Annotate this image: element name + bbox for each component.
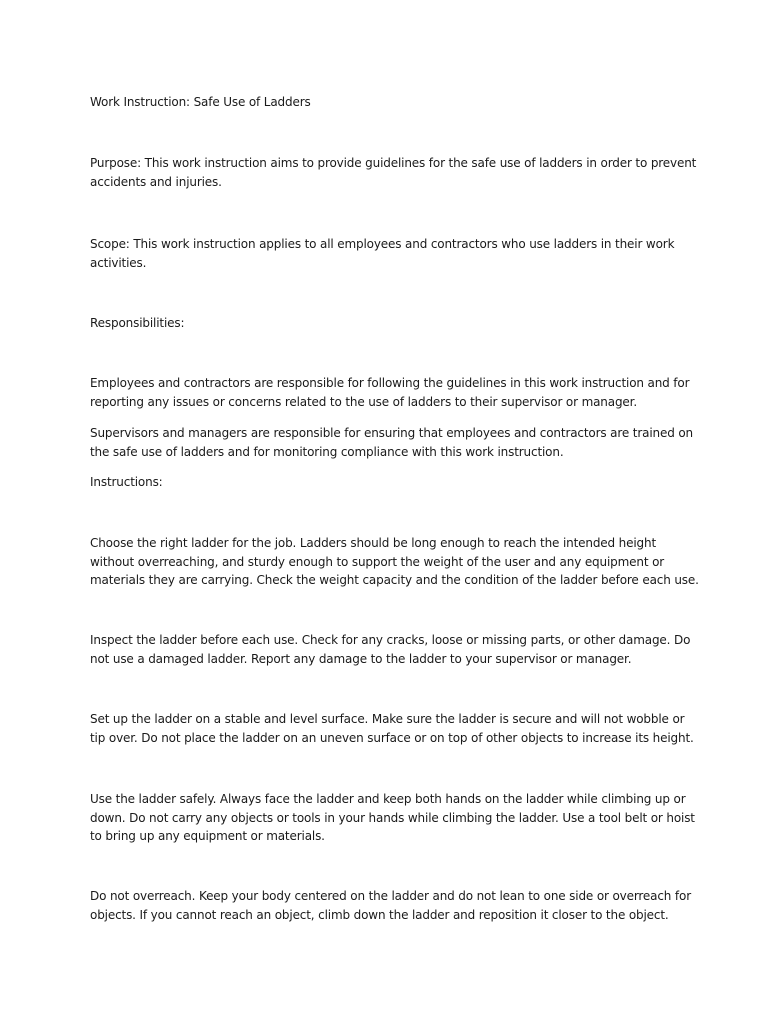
instruction-choose-ladder: Choose the right ladder for the job. Ladders should be long enough to reach the intended height without overreaching, and sturdy enough to support the weight of the user and any equipment or materials they are carrying. Check the weight capacity and the condition of the ladder before each use. (90, 536, 699, 587)
instruction-inspect-ladder: Inspect the ladder before each use. Check for any cracks, loose or missing parts, or other damage. Do not use a damaged ladder. Report any damage to the ladder to your supervisor or manager. (90, 633, 691, 666)
responsibility-paragraph-employees: Employees and contractors are responsible for following the guidelines in this work instruction and for reporting any issues or concerns related to the use of ladders to their supervisor or manager. (90, 376, 690, 409)
document-title: Work Instruction: Safe Use of Ladders (90, 95, 311, 109)
instruction-use-ladder-safely: Use the ladder safely. Always face the ladder and keep both hands on the ladder while climbing up or down. Do not carry any objects or tools in your hands while climbing the ladder. Use a tool belt or hoist to bring up any equipment or materials. (90, 792, 695, 843)
responsibilities-heading: Responsibilities: (90, 316, 185, 330)
instruction-do-not-overreach: Do not overreach. Keep your body centered on the ladder and do not lean to one side or overreach for objects. If you cannot reach an object, climb down the ladder and reposition it closer to the object. (90, 889, 691, 922)
instructions-heading: Instructions: (90, 475, 163, 489)
purpose-paragraph: Purpose: This work instruction aims to provide guidelines for the safe use of ladders in order to prevent accidents and injuries. (90, 156, 697, 189)
responsibility-paragraph-supervisors: Supervisors and managers are responsible for ensuring that employees and contractors are trained on the safe use of ladders and for monitoring compliance with this work instruction. (90, 426, 693, 459)
scope-paragraph: Scope: This work instruction applies to all employees and contractors who use ladders in their work activities. (90, 237, 675, 270)
instruction-set-up-ladder: Set up the ladder on a stable and level surface. Make sure the ladder is secure and will not wobble or tip over. Do not place the ladder on an uneven surface or on top of other objects to increase its height. (90, 712, 694, 745)
